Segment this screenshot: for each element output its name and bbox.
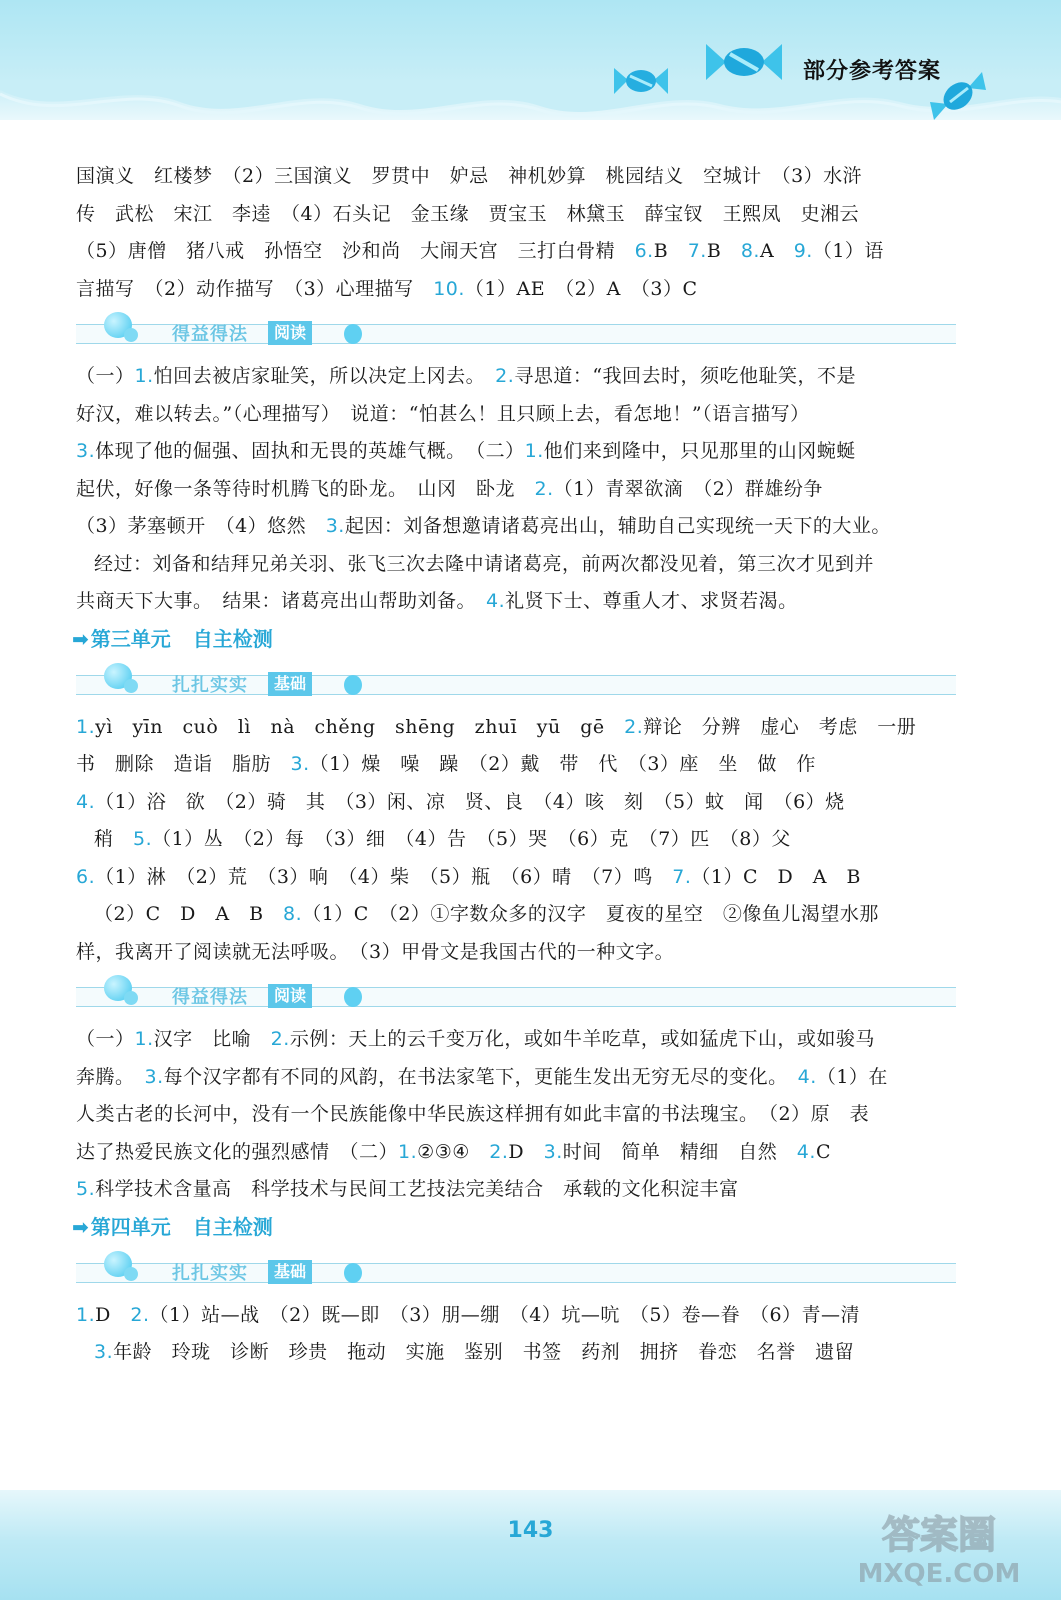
answer-text: C xyxy=(815,1140,831,1163)
answer-text: 起因：刘备想邀请诸葛亮出山，辅助自己实现统一天下的大业。 xyxy=(344,515,891,537)
answer-line xyxy=(76,746,956,784)
answer-line xyxy=(76,1021,956,1059)
candy-icon xyxy=(612,62,670,100)
answer-line xyxy=(76,396,956,434)
answer-text: （1）燥 噪 躁 （2）戴 带 代 （3）座 坐 做 作 xyxy=(309,753,816,775)
question-number: 4. xyxy=(486,590,506,612)
answer-line xyxy=(76,934,956,972)
answer-text: 人类古老的长河中，没有一个民族能像中华民族这样拥有如此丰富的书法瑰宝。 （2）原 表 xyxy=(76,1103,870,1125)
answer-text: yì yīn cuò lì nà chěng shēng zhuī yū gē xyxy=(95,715,625,738)
answer-text: 达了热爱民族文化的强烈感情 （二） xyxy=(76,1140,399,1163)
answer-text: 经过：刘备和结拜兄弟关羽、张飞三次去隆中请诸葛亮，前两次都没见着，第三次才见到并 xyxy=(94,552,875,575)
answer-text: D xyxy=(95,1303,131,1326)
arrow-right-icon: ➡ xyxy=(72,1214,89,1239)
answer-line xyxy=(76,546,956,584)
answer-text: （1）C （2）①字数众多的汉字 夏夜的星空 ②像鱼儿渴望水那 xyxy=(302,903,879,925)
answer-text: 好汉，难以转去。”（心理描写） 说道：“怕甚么！且只顾上去，看怎地！”（语言描写） xyxy=(76,402,810,425)
section-label: 扎扎实实 xyxy=(172,674,248,696)
unit-subtitle: 自主检测 xyxy=(192,626,273,651)
answer-text: （5）唐僧 猪八戒 孙悟空 沙和尚 大闹天宫 三打白骨精 xyxy=(76,240,635,262)
question-number: 10. xyxy=(433,277,465,300)
answer-text: 稍 xyxy=(94,828,134,850)
question-number: 5. xyxy=(76,1178,96,1200)
question-number: 1. xyxy=(134,1028,154,1050)
question-number: 3. xyxy=(94,1341,114,1363)
section-header-reading xyxy=(76,975,956,1015)
answer-text: 年龄 玲珑 诊断 珍贵 拖动 实施 鉴别 书签 药剂 拥挤 眷恋 名誉 遗留 xyxy=(113,1341,855,1363)
section-header-basics xyxy=(76,663,956,703)
question-number: 5. xyxy=(133,828,153,850)
answer-text: 怕回去被店家耻笑，所以决定上冈去。 xyxy=(153,365,496,387)
answer-text: 示例：天上的云千变万化，或如牛羊吃草，或如猛虎下山，或如骏马 xyxy=(289,1028,875,1050)
question-number: 3. xyxy=(76,440,96,462)
question-number: 2. xyxy=(270,1028,290,1050)
question-number: 1. xyxy=(398,1140,418,1163)
answer-block xyxy=(76,709,956,972)
question-number: 4. xyxy=(797,1065,817,1088)
section-label: 得益得法 xyxy=(172,987,248,1008)
answer-line xyxy=(76,1297,956,1335)
answer-line xyxy=(76,1059,956,1097)
answer-line xyxy=(76,1096,956,1134)
answer-text: 国演义 红楼梦 （2）三国演义 罗贯中 妒忌 神机妙算 桃园结义 空城计 （3）水浒 xyxy=(76,165,863,187)
page-number: 143 xyxy=(507,1518,554,1543)
answer-line xyxy=(76,1134,956,1172)
answer-text: 寻思道：“我回去时，须吃他耻笑，不是 xyxy=(514,365,857,387)
answer-text: B xyxy=(653,240,688,262)
watermark-logo xyxy=(839,1502,1039,1592)
answer-line xyxy=(76,271,956,309)
answer-line xyxy=(76,821,956,859)
answer-text: （一） xyxy=(76,1028,135,1050)
answer-line xyxy=(76,1171,956,1209)
question-number: 8. xyxy=(283,903,303,925)
answer-text: （3）茅塞顿开 （4）悠然 xyxy=(76,515,326,537)
watermark-url: MXQE.COM xyxy=(857,1559,1021,1589)
arrow-right-icon: ➡ xyxy=(72,626,89,651)
header-wave-decoration xyxy=(0,80,1061,130)
watermark-logo-text: 答案圈 xyxy=(881,1513,997,1557)
answer-text: 样，我离开了阅读就无法呼吸。 （3）甲骨文是我国古代的一种文字。 xyxy=(76,940,675,963)
question-number: 2. xyxy=(489,1140,509,1163)
answer-line xyxy=(76,1334,956,1372)
answer-text: 辩论 分辨 虚心 考虑 一册 xyxy=(643,715,917,738)
bubble-icon xyxy=(344,987,362,1007)
answer-block xyxy=(76,1021,956,1209)
unit-subtitle: 自主检测 xyxy=(192,1214,273,1239)
candy-icon xyxy=(704,40,784,84)
section-header-basics xyxy=(76,1251,956,1291)
answer-text: 共商天下大事。 结果：诸葛亮出山帮助刘备。 xyxy=(76,590,487,612)
question-number: 1. xyxy=(134,365,154,387)
answer-line xyxy=(76,358,956,396)
answer-text: 他们来到隆中，只见那里的山冈蜿蜒 xyxy=(543,440,856,462)
question-number: 8. xyxy=(740,240,760,262)
question-number: 4. xyxy=(796,1140,816,1163)
question-number: 3. xyxy=(290,753,310,775)
answer-text: 每个汉字都有不同的风韵，在书法家笔下，更能生发出无穷无尽的变化。 xyxy=(163,1065,798,1088)
answer-line xyxy=(76,896,956,934)
answer-text: （1）淋 （2）荒 （3）响 （4）柴 （5）瓶 （6）晴 （7）鸣 xyxy=(95,865,673,888)
question-number: 6. xyxy=(634,240,654,262)
answer-text: （1）站—战 （2）既—即 （3）朋—绷 （4）坑—吭 （5）卷—眷 （6）青—清 xyxy=(149,1303,861,1326)
bubble-icon xyxy=(124,1267,138,1281)
answer-line xyxy=(76,709,956,747)
unit-name: 第四单元 xyxy=(90,1214,171,1239)
answer-text: 书 删除 造诣 脂肪 xyxy=(76,753,291,775)
answer-line xyxy=(76,471,956,509)
answer-text: 奔腾。 xyxy=(76,1065,145,1088)
question-number: 9. xyxy=(793,240,813,262)
question-number: 4. xyxy=(76,790,96,813)
answer-text: （1）C D A B xyxy=(691,865,861,888)
answer-text: 礼贤下士、尊重人才、求贤若渴。 xyxy=(505,590,798,612)
answer-text: （1）在 xyxy=(816,1065,888,1088)
section-tag: 基础 xyxy=(268,672,312,696)
answer-text: （1）丛 （2）每 （3）细 （4）告 （5）哭 （6）克 （7）匹 （8）父 xyxy=(152,828,791,850)
section-header-reading xyxy=(76,312,956,352)
answer-block xyxy=(76,358,956,621)
question-number: 3. xyxy=(144,1065,164,1088)
answer-text: （1）AE （2）A （3）C xyxy=(464,277,698,300)
question-number: 3. xyxy=(325,515,345,537)
answer-line xyxy=(76,859,956,897)
bubble-icon xyxy=(124,679,138,693)
answer-text: A xyxy=(759,240,794,262)
answer-text: D xyxy=(508,1140,544,1163)
question-number: 2. xyxy=(130,1303,150,1326)
answer-text: 时间 简单 精细 自然 xyxy=(562,1140,797,1163)
question-number: 1. xyxy=(76,715,96,738)
question-number: 2. xyxy=(495,365,515,387)
answer-text: 言描写 （2）动作描写 （3）心理描写 xyxy=(76,277,434,300)
answer-line xyxy=(76,433,956,471)
unit-heading-4 xyxy=(72,1209,956,1245)
question-number: 1. xyxy=(524,440,544,462)
unit-heading-3 xyxy=(72,621,956,657)
answer-content xyxy=(72,158,956,1372)
answer-text: （1）语 xyxy=(812,240,884,262)
answer-text: 传 武松 宋江 李逵 （4）石头记 金玉缘 贾宝玉 林黛玉 薛宝钗 王熙凤 史湘云 xyxy=(76,202,860,225)
answer-line xyxy=(76,158,956,196)
section-tag: 阅读 xyxy=(268,321,312,345)
answer-block xyxy=(76,158,956,308)
question-number: 2. xyxy=(534,477,554,500)
answer-line xyxy=(76,196,956,234)
question-number: 7. xyxy=(672,865,692,888)
answer-text: 起伏，好像一条等待时机腾飞的卧龙。 山冈 卧龙 xyxy=(76,477,535,500)
answer-text: （1）青翠欲滴 （2）群雄纷争 xyxy=(553,477,823,500)
question-number: 6. xyxy=(76,865,96,888)
section-tag: 阅读 xyxy=(268,984,312,1008)
question-number: 1. xyxy=(76,1303,96,1326)
question-number: 2. xyxy=(624,715,644,738)
section-tag: 基础 xyxy=(268,1260,312,1284)
bubble-icon xyxy=(344,324,362,344)
bubble-icon xyxy=(124,328,138,342)
question-number: 3. xyxy=(543,1140,563,1163)
section-label: 扎扎实实 xyxy=(172,1262,248,1284)
bubble-icon xyxy=(124,991,138,1005)
answer-text: （2）C D A B xyxy=(94,903,284,925)
answer-line xyxy=(76,233,956,271)
answer-line xyxy=(76,583,956,621)
section-label: 得益得法 xyxy=(172,324,248,345)
question-number: 7. xyxy=(687,240,707,262)
bubble-icon xyxy=(344,675,362,695)
answer-text: ②③④ xyxy=(417,1140,490,1163)
answer-line xyxy=(76,508,956,546)
page-header-title: 部分参考答案 xyxy=(802,59,941,84)
unit-name: 第三单元 xyxy=(90,626,171,651)
bubble-icon xyxy=(344,1263,362,1283)
answer-text: （一） xyxy=(76,365,135,387)
answer-line xyxy=(76,784,956,822)
answer-text: 汉字 比喻 xyxy=(153,1028,271,1050)
answer-text: 体现了他的倔强、固执和无畏的英雄气概。 （二） xyxy=(95,440,525,462)
answer-text: 科学技术含量高 科学技术与民间工艺技法完美结合 承载的文化积淀丰富 xyxy=(95,1178,739,1200)
answer-block xyxy=(76,1297,956,1372)
answer-text: B xyxy=(706,240,741,262)
answer-text: （1）浴 欲 （2）骑 其 （3）闲、凉 贤、良 （4）咳 刻 （5）蚊 闻 （6）烧 xyxy=(95,790,845,813)
